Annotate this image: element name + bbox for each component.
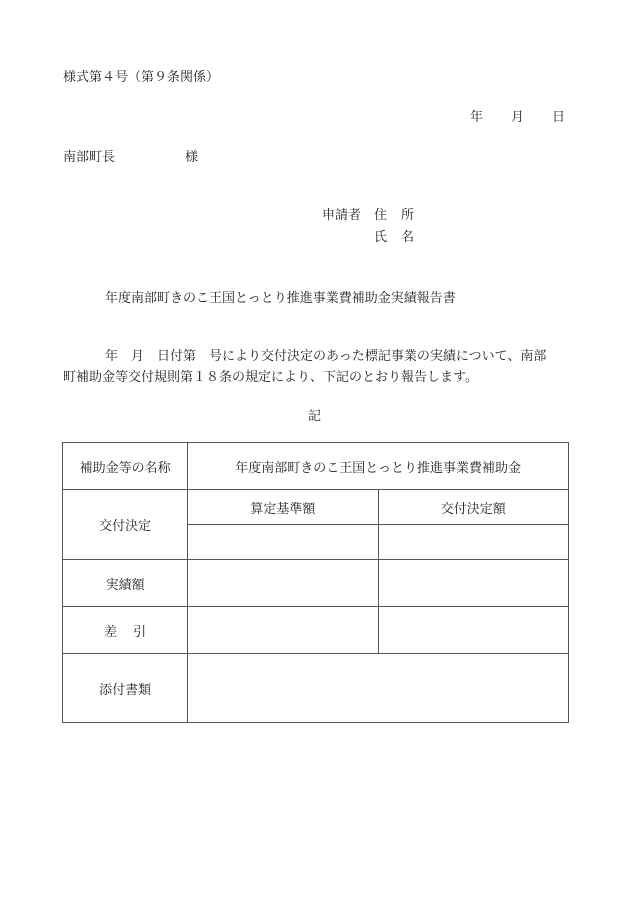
- col-header-decision-amount: 交付決定額: [378, 490, 568, 525]
- applicant-block: [322, 205, 414, 249]
- actual-amount-label: 実績額: [63, 560, 188, 607]
- difference-decision-cell[interactable]: [378, 607, 568, 654]
- applicant-label: 申請者: [322, 208, 362, 223]
- attachments-label: 添付書類: [63, 654, 188, 723]
- table-row: [63, 607, 569, 654]
- table-row: [63, 490, 569, 525]
- table-row: [63, 443, 569, 490]
- addressee-name: 南部町長: [63, 150, 116, 165]
- form-number: 様式第４号（第９条関係）: [63, 70, 220, 85]
- decision-amount-cell[interactable]: [378, 525, 568, 560]
- date-month-label: 月: [511, 110, 525, 125]
- address-label-2: 所: [401, 208, 415, 223]
- attachments-cell[interactable]: [188, 654, 569, 723]
- col-header-base-amount: 算定基準額: [188, 490, 378, 525]
- name-label-2: 名: [401, 230, 415, 245]
- difference-label: [63, 607, 188, 654]
- date-line: [470, 106, 565, 125]
- name-label-1: 氏: [374, 230, 388, 245]
- difference-label-2: 引: [133, 624, 147, 640]
- body-line-1: 年 月 日付第 号により交付決定のあった標記事業の実績について、南部: [105, 349, 547, 364]
- report-table: [62, 442, 569, 723]
- table-row: [63, 654, 569, 723]
- date-year-label: 年: [470, 110, 484, 125]
- address-label-1: 住: [374, 208, 388, 223]
- actual-base-cell[interactable]: [188, 560, 378, 607]
- difference-base-cell[interactable]: [188, 607, 378, 654]
- date-day-label: 日: [552, 110, 566, 125]
- addressee: [63, 146, 198, 165]
- table-row: [63, 560, 569, 607]
- subsidy-name-label: 補助金等の名称: [63, 443, 188, 490]
- ki-marker: 記: [308, 409, 322, 424]
- document-title: 年度南部町きのこ王国とっとり推進事業費補助金実績報告書: [105, 291, 456, 306]
- addressee-honorific: 様: [185, 150, 199, 165]
- decision-label: 交付決定: [63, 490, 188, 560]
- actual-decision-cell[interactable]: [378, 560, 568, 607]
- body-line-2: 町補助金等交付規則第１８条の規定により、下記のとおり報告します。: [63, 370, 478, 385]
- difference-label-1: 差: [104, 624, 118, 640]
- base-amount-cell[interactable]: [188, 525, 378, 560]
- body-paragraph: [63, 346, 568, 388]
- subsidy-name-value: 年度南部町きのこ王国とっとり推進事業費補助金: [188, 443, 569, 490]
